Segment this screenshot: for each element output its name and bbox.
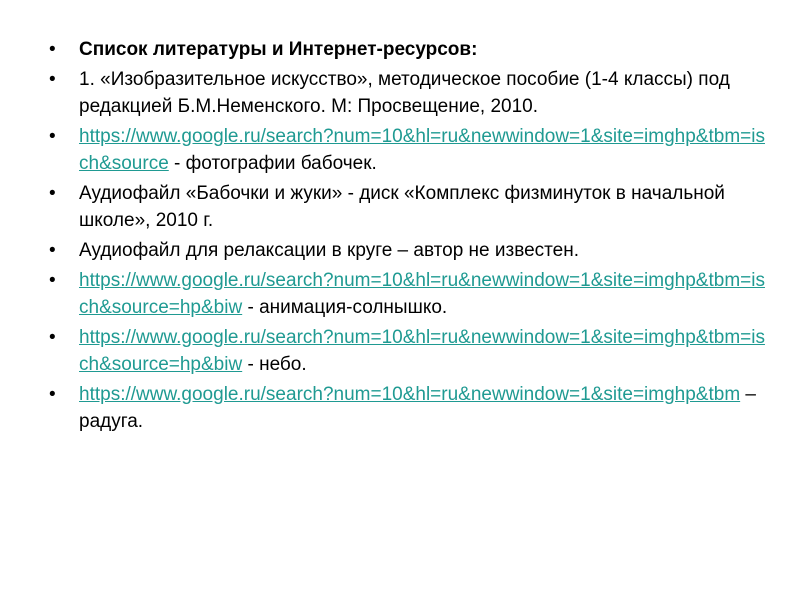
item-text: - небо. (242, 354, 307, 375)
list-item (49, 237, 769, 264)
bullet-icon: • (49, 183, 56, 204)
item-text: Аудиофайл «Бабочки и жуки» - диск «Комплекс физминуток в начальной школе», 2010 г. (79, 183, 725, 231)
resource-link[interactable]: https://www.google.ru/search?num=10&hl=ru&newwindow=1&site=imghp&tbm (79, 384, 741, 405)
list-item (49, 267, 769, 321)
list-item (49, 123, 769, 177)
item-text: - анимация-солнышко. (242, 297, 448, 318)
bullet-list (49, 36, 769, 438)
bullet-icon: • (49, 39, 56, 60)
item-text: – радуга. (79, 384, 757, 432)
list-item-heading (49, 36, 769, 63)
item-text: Аудиофайл для релаксации в круге – автор не известен. (79, 240, 579, 261)
heading-text: Список литературы и Интернет-ресурсов: (79, 39, 478, 60)
bullet-icon: • (49, 270, 56, 291)
bullet-icon: • (49, 126, 56, 147)
bullet-icon: • (49, 327, 56, 348)
resource-link[interactable]: https://www.google.ru/search?num=10&hl=ru&newwindow=1&site=imghp&tbm=isch&source=hp&biw (79, 327, 765, 375)
item-text: 1. «Изобразительное искусство», методическое пособие (1-4 классы) под редакцией Б.М.Неменского. М: Просвещение, 2010. (79, 69, 730, 117)
list-item (49, 381, 769, 435)
list-item (49, 180, 769, 234)
list-item (49, 66, 769, 120)
resource-link[interactable]: https://www.google.ru/search?num=10&hl=ru&newwindow=1&site=imghp&tbm=isch&source (79, 126, 765, 174)
bullet-icon: • (49, 69, 56, 90)
list-item (49, 324, 769, 378)
resource-link[interactable]: https://www.google.ru/search?num=10&hl=ru&newwindow=1&site=imghp&tbm=isch&source=hp&biw (79, 270, 765, 318)
bullet-icon: • (49, 384, 56, 405)
item-text: - фотографии бабочек. (168, 153, 377, 174)
bullet-icon: • (49, 240, 56, 261)
